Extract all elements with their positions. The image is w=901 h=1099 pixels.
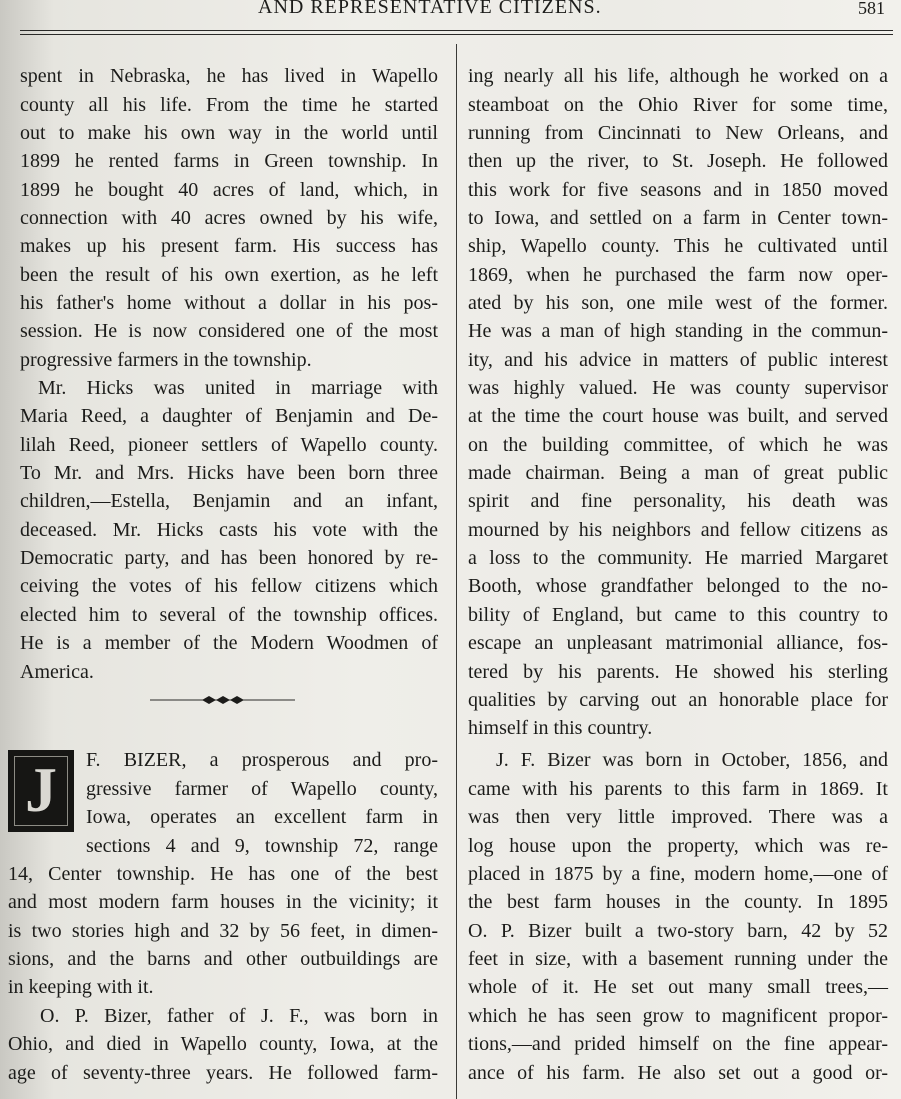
text-line: bility of England, but came to this country to: [468, 604, 888, 626]
text-line: America.: [20, 661, 94, 683]
text-line: qualities by carving out an honorable place for: [468, 689, 888, 711]
text-line: He was a man of high standing in the commun-: [468, 320, 888, 342]
page-number: 581: [858, 0, 885, 18]
text-line: in keeping with it.: [8, 976, 154, 998]
text-line: placed in 1875 by a fine, modern home,—one of: [468, 863, 888, 885]
text-line: tered by his parents. He showed his sterling: [468, 661, 888, 683]
text-line: the best farm houses in the county. In 1895: [468, 891, 888, 913]
text-line: at the time the court house was built, and served: [468, 405, 888, 427]
text-line: sections 4 and 9, township 72, range: [86, 835, 438, 857]
text-line: ated by his son, one mile west of the former.: [468, 292, 888, 314]
text-line: sions, and the barns and other outbuildings are: [8, 948, 438, 970]
text-line: lilah Reed, pioneer settlers of Wapello county.: [20, 434, 438, 456]
text-line: O. P. Bizer, father of J. F., was born in: [40, 1005, 438, 1027]
text-line: and most modern farm houses in the vicinity; it: [8, 891, 438, 913]
text-line: 14, Center township. He has one of the best: [8, 863, 438, 885]
text-line: ance of his farm. He also set out a good or-: [468, 1062, 888, 1084]
text-line: out to make his own way in the world until: [20, 122, 438, 144]
text-line: 1899 he rented farms in Green township. In: [20, 150, 438, 172]
header-rule: [20, 30, 893, 31]
text-line: then up the river, to St. Joseph. He followed: [468, 150, 888, 172]
section-divider-ornament: [150, 694, 295, 706]
text-line: whole of it. He set out many small trees,—: [468, 976, 888, 998]
text-line: J. F. Bizer was born in October, 1856, and: [496, 749, 888, 771]
text-line: log house upon the property, which was re-: [468, 835, 888, 857]
text-line: been the result of his own exertion, as he left: [20, 264, 438, 286]
text-line: Democratic party, and has been honored by re-: [20, 547, 438, 569]
text-line: Booth, whose grandfather belonged to the no-: [468, 575, 888, 597]
text-line: Mr. Hicks was united in marriage with: [38, 377, 438, 399]
text-line: is two stories high and 32 by 56 feet, in dimen-: [8, 920, 438, 942]
text-line: O. P. Bizer built a two-story barn, 42 by 52: [468, 920, 888, 942]
text-line: was highly valued. He was county supervisor: [468, 377, 888, 399]
text-line: makes up his present farm. His success has: [20, 235, 438, 257]
running-head-title: AND REPRESENTATIVE CITIZENS.: [258, 0, 602, 18]
text-line: escape an unpleasant matrimonial alliance, fos-: [468, 632, 888, 654]
text-line: To Mr. and Mrs. Hicks have been born three: [20, 462, 438, 484]
header-rule-thin: [20, 34, 893, 35]
text-line: tions,—and prided himself on the fine appear-: [468, 1033, 888, 1055]
text-line: spirit and fine personality, his death was: [468, 490, 888, 512]
text-line: to Iowa, and settled on a farm in Center town-: [468, 207, 888, 229]
text-line: He is a member of the Modern Woodmen of: [20, 632, 438, 654]
text-line: deceased. Mr. Hicks casts his vote with the: [20, 519, 438, 541]
text-line: 1869, when he purchased the farm now oper-: [468, 264, 888, 286]
text-line: this work for five seasons and in 1850 moved: [468, 179, 888, 201]
text-line: age of seventy-three years. He followed farm-: [8, 1062, 438, 1084]
drop-cap-letter: J: [25, 754, 57, 825]
text-line: Iowa, operates an excellent farm in: [86, 806, 438, 828]
text-line: gressive farmer of Wapello county,: [86, 778, 438, 800]
text-line: mourned by his neighbors and fellow citizens as: [468, 519, 888, 541]
text-line: session. He is now considered one of the most: [20, 320, 438, 342]
text-line: a loss to the community. He married Margaret: [468, 547, 888, 569]
running-head: [0, 0, 901, 24]
text-line: running from Cincinnati to New Orleans, and: [468, 122, 888, 144]
text-line: ship, Wapello county. This he cultivated until: [468, 235, 888, 257]
text-line: came with his parents to this farm in 1869. It: [468, 778, 888, 800]
text-line: progressive farmers in the township.: [20, 349, 312, 371]
text-line: ity, and his advice in matters of public interest: [468, 349, 888, 371]
text-line: Ohio, and died in Wapello county, Iowa, at the: [8, 1033, 438, 1055]
text-line: ceiving the votes of his fellow citizens which: [20, 575, 438, 597]
text-line: county all his life. From the time he started: [20, 94, 438, 116]
text-line: which he has seen grow to magnificent propor-: [468, 1005, 888, 1027]
text-line: ing nearly all his life, although he worked on a: [468, 65, 888, 87]
text-line: himself in this country.: [468, 717, 653, 739]
drop-cap: [8, 750, 74, 832]
text-line: on the building committee, of which he was: [468, 434, 888, 456]
text-line: F. BIZER, a prosperous and pro-: [86, 749, 438, 771]
text-line: Maria Reed, a daughter of Benjamin and De-: [20, 405, 438, 427]
column-divider: [456, 44, 457, 1099]
text-line: steamboat on the Ohio River for some time,: [468, 94, 888, 116]
text-line: spent in Nebraska, he has lived in Wapello: [20, 65, 438, 87]
text-line: elected him to several of the township offices.: [20, 604, 438, 626]
text-line: was then very little improved. There was a: [468, 806, 888, 828]
text-line: his father's home without a dollar in his pos-: [20, 292, 438, 314]
text-line: children,—Estella, Benjamin and an infant,: [20, 490, 438, 512]
text-line: made chairman. Being a man of great public: [468, 462, 888, 484]
text-line: connection with 40 acres owned by his wife,: [20, 207, 438, 229]
text-line: feet in size, with a basement running under the: [468, 948, 888, 970]
text-line: 1899 he bought 40 acres of land, which, in: [20, 179, 438, 201]
